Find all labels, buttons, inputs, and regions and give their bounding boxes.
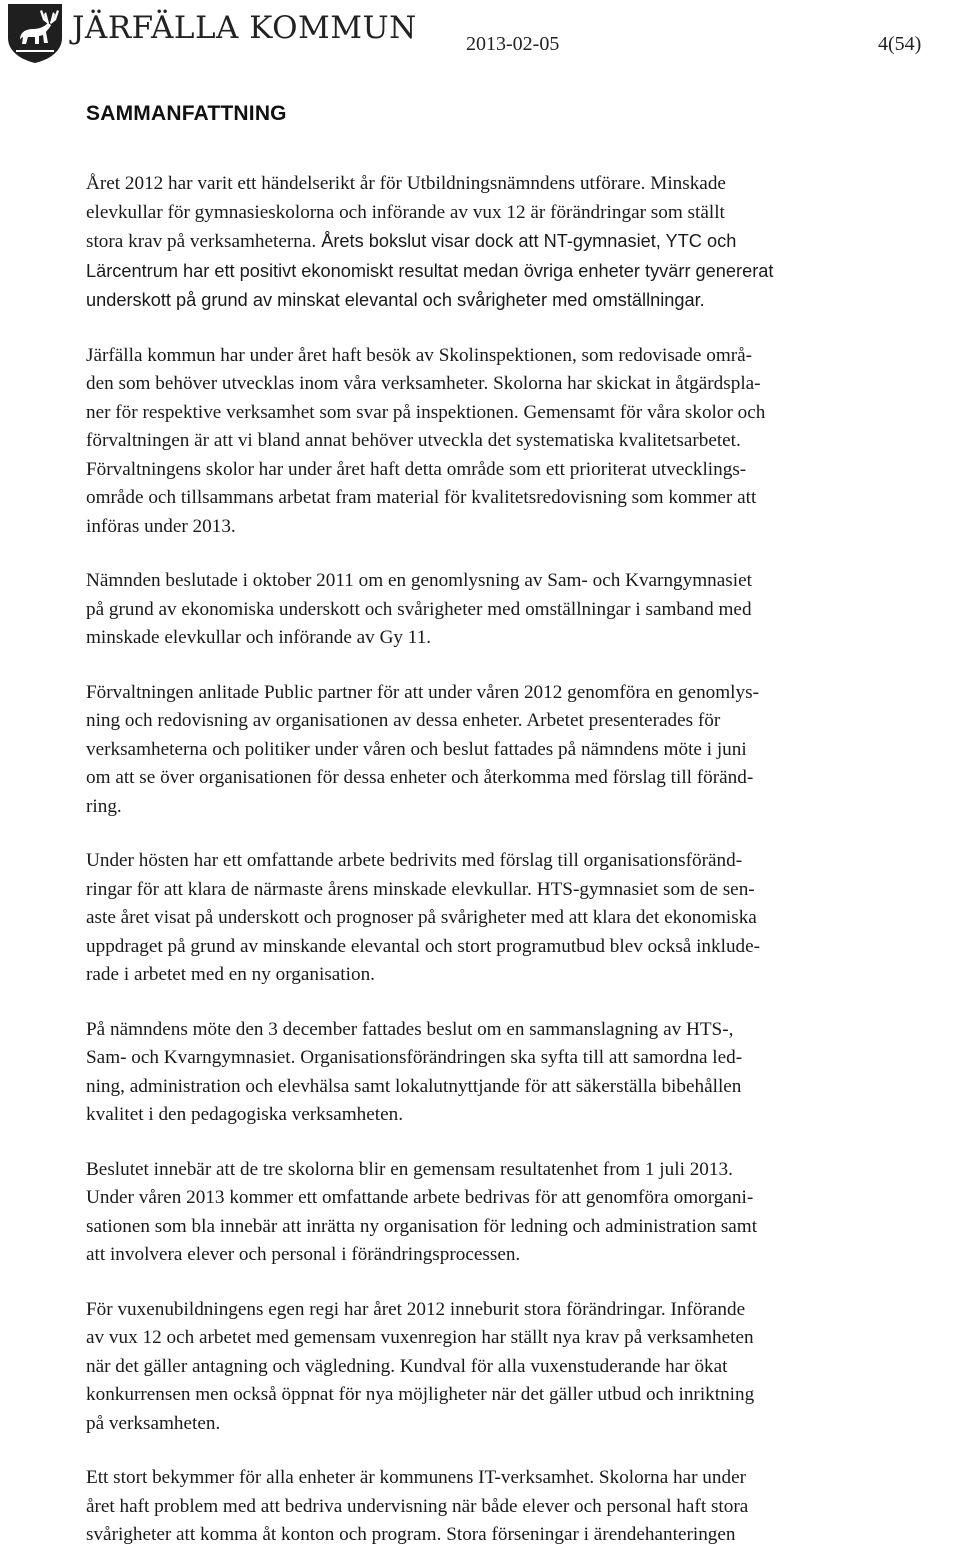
paragraph-5: Under hösten har ett omfattande arbete bedrivits med förslag till organisationsföränd- ringar för att klara de närmaste årens minskade elevkullar. HTS-gymnasiet som de sen- aste året visat på underskott och prognoser på svårigheter med att klara det ekonomiska uppdraget på grund av minskande elevantal och stort programutbud blev också inklude- rade i arbetet med en ny organisation. — [86, 850, 761, 985]
paragraph-2: Järfälla kommun har under året haft besök av Skolinspektionen, som redovisade områ- den som behöver utvecklas inom våra verksamheter. Skolorna har skickat in åtgärdspla- ner för respektive verksamhet som svar på inspektionen. Gemensamt för våra skolor och förvaltningen är att vi bland annat behöver utveckla det systematiska kvalitetsarbetet. Förvaltningens skolor har under året haft detta område som ett prioriterat utvecklings- område och tillsammans arbetat fram material för kvalitetsredovisning som kommer att införas under 2013. — [86, 344, 766, 537]
organization-name: JÄRFÄLLA KOMMUN — [72, 10, 417, 46]
paragraph-7: Beslutet innebär att de tre skolorna blir en gemensam resultatenhet from 1 juli 2013. Under våren 2013 kommer ett omfattande arbete bedrivas för att genomföra omorgani- sationen som bla innebär att inrätta ny organisation för ledning och administration samt att involvera elever och personal i förändringsprocessen. — [86, 1158, 758, 1265]
document-date: 2013-02-05 — [466, 33, 560, 55]
paragraph-1-sans-part: Årets bokslut visar dock att NT-gymnasiet, YTC och Lärcentrum har ett positivt ekonomiskt resultat medan övriga enheter tyvärr genererat underskott på grund av minskat elevantal och svårigheter med omställningar. — [86, 231, 774, 310]
page-number: 4(54) — [878, 33, 922, 55]
paragraph-6: På nämndens möte den 3 december fattades beslut om en sammanslagning av HTS-, Sam- och Kvarngymnasiet. Organisationsförändringen ska syfta till att samordna led- ning, administration och elevhälsa samt lokalutnyttjande för att säkerställa bibehållen kvalitet i den pedagogiska verksamheten. — [86, 1018, 743, 1125]
paragraph-8: För vuxenubildningens egen regi har året 2012 inneburit stora förändringar. Införande av vux 12 och arbetet med gemensam vuxenregion har ställt nya krav på verksamheten när det gäller antagning och vägledning. Kundval för alla vuxenstuderande har ökat konkurrensen men också öppnat för nya möjligheter när det gäller utbud och inriktning på verksamheten. — [86, 1298, 755, 1434]
section-heading: SAMMANFATTNING — [86, 102, 287, 125]
paragraph-1 — [86, 170, 956, 316]
paragraph-3: Nämnden beslutade i oktober 2011 om en genomlysning av Sam- och Kvarngymnasiet på grund av ekonomiska underskott och svårigheter med omställningar i samband med minskade elevkullar och införande av Gy 11. — [86, 570, 752, 648]
paragraph-4: Förvaltningen anlitade Public partner för att under våren 2012 genomföra en genomlys- ning och redovisning av organisationen av dessa enheter. Arbetet presenterades för verksamheterna och politiker under våren och beslut fattades på nämndens möte i juni om att se över organisationen för dessa enheter och återkomma med förslag till föränd- ring. — [86, 681, 759, 817]
paragraph-1-serif-part: Året 2012 har varit ett händelserikt år för Utbildningsnämndens utförare. Minskade elevkullar för gymnasieskolorna och införande av vux 12 är förändringar som ställt stora krav på verksamheterna. — [86, 173, 726, 252]
page-header — [0, 0, 960, 80]
paragraph-9: Ett stort bekymmer för alla enheter är kommunens IT-verksamhet. Skolorna har under året haft problem med att bedriva undervisning när både elever och personal haft stora svårigheter att komma åt konton och program. Stora förseningar i ärendehanteringen — [86, 1467, 749, 1545]
municipal-coat-of-arms-icon — [6, 2, 64, 64]
document-body — [86, 170, 956, 1564]
